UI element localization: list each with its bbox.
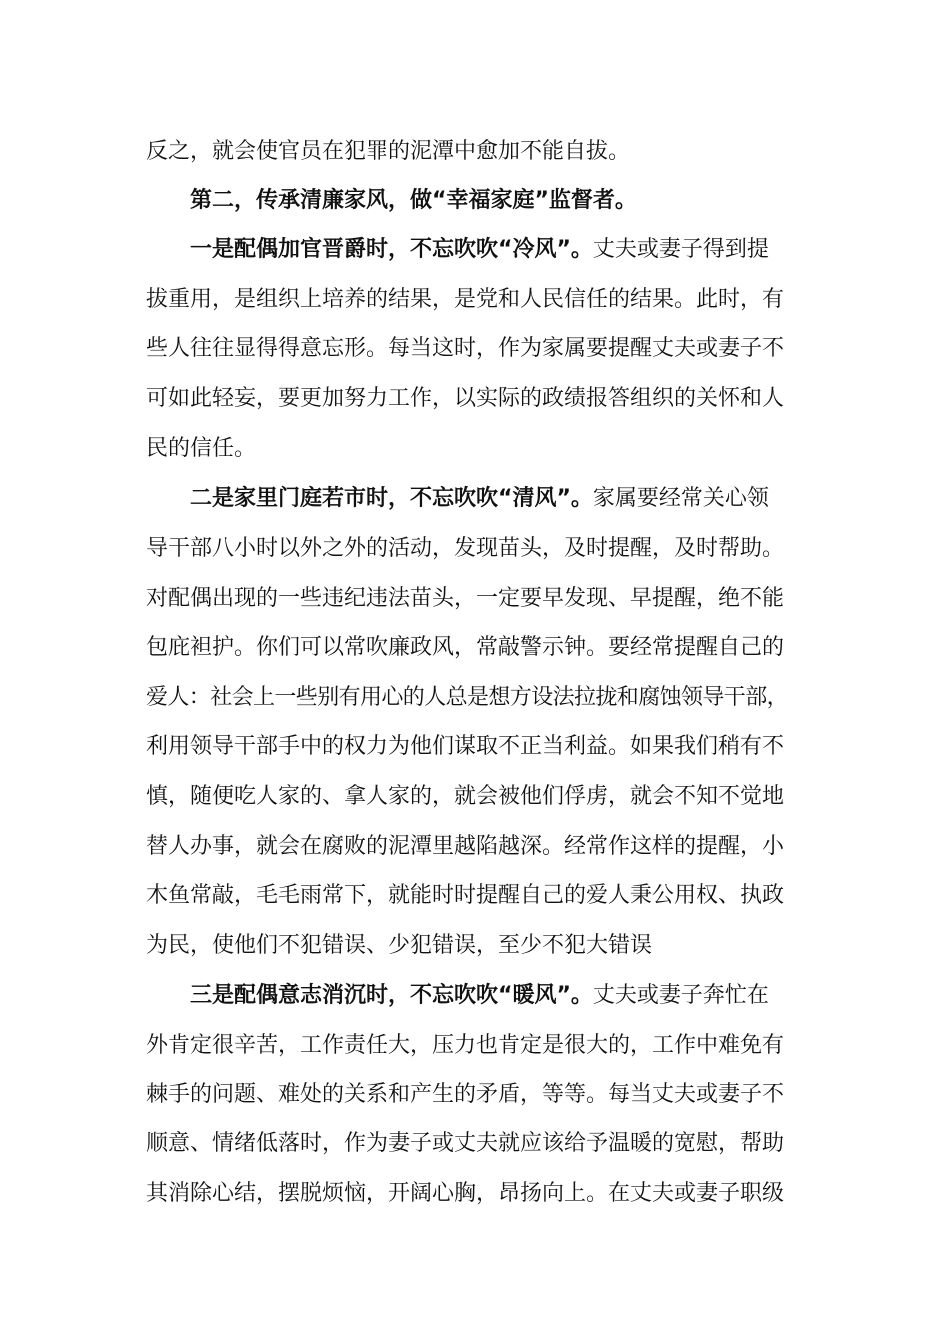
paragraph-line: 些人往往显得得意忘形。每当这时，作为家属要提醒丈夫或妻子不 xyxy=(146,336,785,361)
paragraph-line: 民的信任。 xyxy=(146,436,257,461)
point-1-heading: 一是配偶加官晋爵时，不忘吹吹“冷风”。 xyxy=(190,237,593,262)
point-2-first-line xyxy=(190,479,830,519)
paragraph-line: 爱人：社会上一些别有用心的人总是想方设法拉拢和腐蚀领导干部， xyxy=(146,685,789,710)
paragraph-line: 为民，使他们不犯错误、少犯错误，至少不犯大错误 xyxy=(146,933,653,958)
paragraph-line: 拔重用，是组织上培养的结果，是党和人民信任的结果。此时，有 xyxy=(146,287,785,312)
point-3-first-line xyxy=(190,976,830,1016)
point-3-lead-text: 丈夫或妻子奔忙在 xyxy=(592,983,769,1008)
paragraph-line: 利用领导干部手中的权力为他们谋取不正当利益。如果我们稍有不 xyxy=(146,734,785,759)
paragraph-line: 对配偶出现的一些违纪违法苗头，一定要早发现、早提醒，绝不能 xyxy=(146,586,785,611)
point-2-lead-text: 家属要经常关心领 xyxy=(592,486,769,511)
paragraph-line: 可如此轻妄，要更加努力工作，以实际的政绩报答组织的关怀和人 xyxy=(146,386,785,411)
point-1-lead-text: 丈夫或妻子得到提 xyxy=(592,237,769,262)
paragraph-line: 反之，就会使官员在犯罪的泥潭中愈加不能自拔。 xyxy=(146,139,631,164)
point-3-heading: 三是配偶意志消沉时，不忘吹吹“暖风”。 xyxy=(190,983,593,1008)
point-1-first-line xyxy=(190,230,830,270)
paragraph-line: 导干部八小时以外之外的活动，发现苗头，及时提醒，及时帮助。 xyxy=(146,536,785,561)
point-2-heading: 二是家里门庭若市时，不忘吹吹“清风”。 xyxy=(190,486,593,511)
paragraph-line: 其消除心结，摆脱烦恼，开阔心胸，昂扬向上。在丈夫或妻子职级 xyxy=(146,1181,785,1206)
section-heading: 第二，传承清廉家风，做“幸福家庭”监督者。 xyxy=(190,188,637,213)
paragraph-line: 包庇袒护。你们可以常吹廉政风，常敲警示钟。要经常提醒自己的 xyxy=(146,635,785,660)
paragraph-line: 棘手的问题、难处的关系和产生的矛盾，等等。每当丈夫或妻子不 xyxy=(146,1082,785,1107)
paragraph-line: 外肯定很辛苦，工作责任大，压力也肯定是很大的，工作中难免有 xyxy=(146,1033,785,1058)
paragraph-line: 慎，随便吃人家的、拿人家的，就会被他们俘虏，就会不知不觉地 xyxy=(146,784,785,809)
paragraph-line: 顺意、情绪低落时，作为妻子或丈夫就应该给予温暖的宽慰，帮助 xyxy=(146,1131,785,1156)
paragraph-line: 木鱼常敲，毛毛雨常下，就能时时提醒自己的爱人秉公用权、执政 xyxy=(146,883,785,908)
paragraph-line: 替人办事，就会在腐败的泥潭里越陷越深。经常作这样的提醒，小 xyxy=(146,834,785,859)
